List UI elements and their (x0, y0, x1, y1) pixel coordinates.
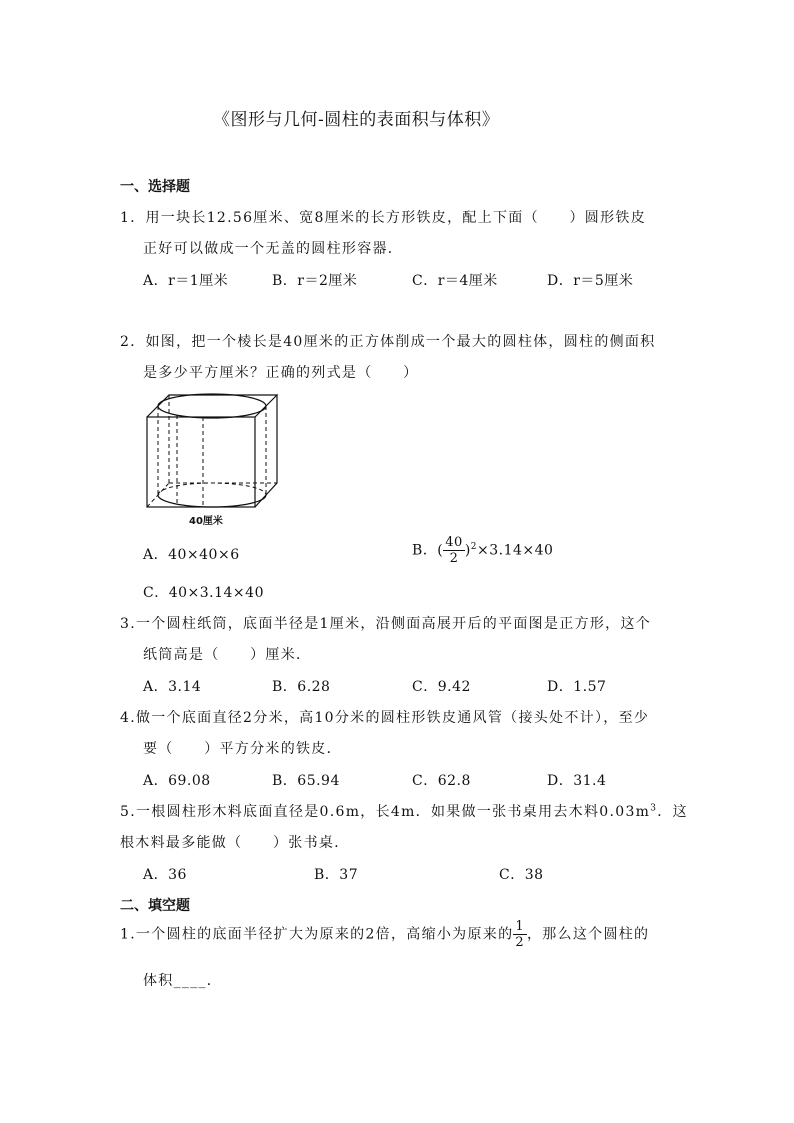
question-2-line-1: 2．如图，把一个棱长是40厘米的正方体削成一个最大的圆柱体，圆柱的侧面积 (120, 334, 656, 350)
question-1-option-a: A．r＝1厘米 (143, 273, 229, 289)
question-1-option-c: C．r＝4厘米 (412, 273, 498, 289)
question-4-option-a: A．69.08 (143, 773, 211, 789)
question-2-option-b-rest: ×3.14×40 (477, 542, 554, 559)
fill-1-line-2: 体积____． (143, 973, 223, 989)
cube-cylinder-figure (141, 393, 283, 529)
fraction-numerator: 40 (445, 535, 463, 550)
question-2-option-a: A．40×40×6 (143, 547, 240, 563)
question-1-line-1: 1．用一块长12.56厘米、宽8厘米的长方形铁皮，配上下面（ ）圆形铁皮 (120, 210, 646, 226)
page-title: 《图形与几何-圆柱的表面积与体积》 (213, 110, 500, 130)
question-4-option-c: C．62.8 (412, 773, 471, 789)
question-5-line-2: 根木料最多能做（ ）张书桌． (120, 835, 350, 851)
question-5-line-1-tail: ．这 (657, 804, 688, 820)
question-4-line-1: 4.做一个底面直径2分米，高10分米的圆柱形铁皮通风管（接头处不计），至少 (120, 710, 650, 726)
fraction-denominator: 2 (449, 551, 459, 566)
question-3-option-b: B．6.28 (272, 679, 331, 695)
question-3-line-1: 3.一个圆柱纸筒，底面半径是1厘米，沿侧面高展开后的平面图是正方形，这个 (120, 616, 652, 632)
fraction-1-over-2 (513, 920, 527, 949)
question-3-option-c: C．9.42 (412, 679, 471, 695)
question-2-option-b-prefix: B． (412, 542, 438, 559)
question-4-line-2: 要（ ）平方分米的铁皮． (143, 741, 342, 757)
section-heading-fill: 二、填空题 (120, 898, 190, 914)
question-5-option-c: C．38 (499, 867, 544, 883)
fraction-numerator: 1 (515, 919, 525, 934)
fraction-40-over-2 (443, 536, 465, 565)
exponent: 2 (470, 541, 478, 552)
fill-1-line-1-tail: ，那么这个圆柱的 (526, 926, 650, 943)
question-4-option-b: B．65.94 (272, 773, 340, 789)
question-3-option-d: D．1.57 (547, 679, 607, 695)
question-5-option-b: B．37 (314, 867, 359, 883)
question-2-option-c: C．40×3.14×40 (143, 585, 264, 601)
paren-open: ( (437, 542, 444, 559)
question-5-option-a: A．36 (143, 867, 187, 883)
section-heading-choice: 一、选择题 (120, 179, 190, 195)
question-3-line-2: 纸筒高是（ ）厘米． (143, 647, 312, 663)
question-1-line-2: 正好可以做成一个无盖的圆柱形容器． (143, 241, 404, 257)
question-2-option-b (412, 536, 553, 565)
question-2-line-2: 是多少平方厘米？正确的列式是（ ） (143, 365, 419, 381)
figure-label: 40厘米 (189, 516, 223, 527)
question-4-option-d: D．31.4 (547, 773, 607, 789)
fill-1-line-1-text: 1.一个圆柱的底面半径扩大为原来的2倍，高缩小为原来的 (120, 926, 514, 943)
cubic-exponent: 3 (650, 803, 658, 814)
question-3-option-a: A．3.14 (143, 679, 202, 695)
question-1-option-d: D．r＝5厘米 (547, 273, 634, 289)
fraction-denominator: 2 (515, 935, 525, 950)
paren-close: ) (464, 542, 471, 559)
question-5-line-1 (120, 801, 688, 821)
question-5-line-1-text: 5.一根圆柱形木料底面直径是0.6m，长4m．如果做一张书桌用去木料0.03m (120, 804, 651, 820)
question-1-option-b: B．r＝2厘米 (272, 273, 358, 289)
fill-1-line-1 (120, 920, 649, 949)
